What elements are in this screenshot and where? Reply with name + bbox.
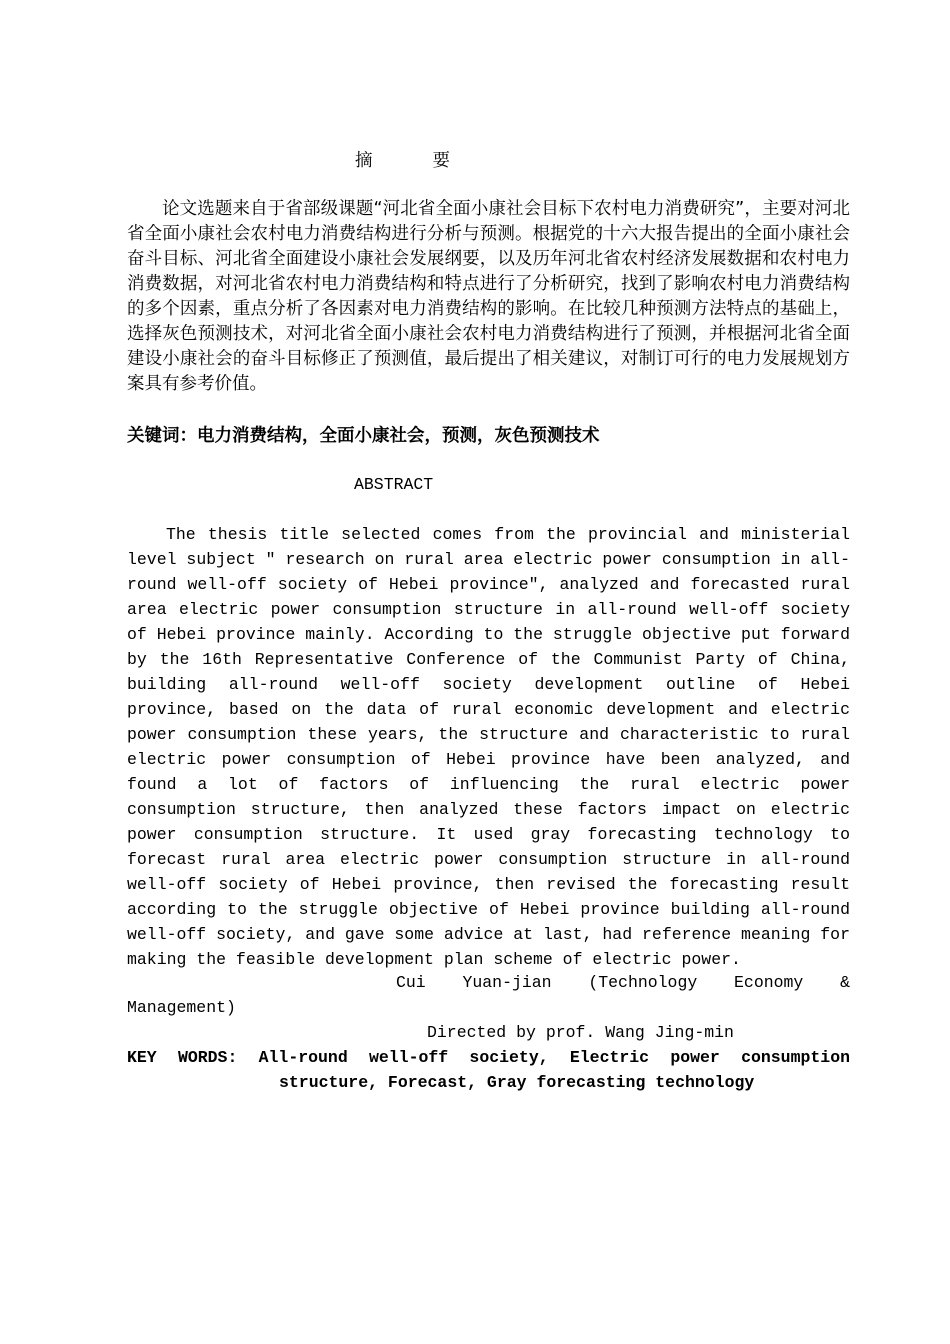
english-abstract-title: ABSTRACT — [354, 475, 434, 494]
english-keywords-line-1: All-round well-off society, Electric power consumption — [258, 1048, 850, 1067]
chinese-keywords-list: 电力消费结构，全面小康社会，预测，灰色预测技术 — [197, 426, 600, 446]
chinese-abstract-body: 论文选题来自于省部级课题“河北省全面小康社会目标下农村电力消费研究”，主要对河北省全面小康社会农村电力消费结构进行分析与预测。根据党的十六大报告提出的全面小康社会奋斗目标、河北省全面建设小康社会发展纲要，以及历年河北省农村经济发展数据和农村电力消费数据，对河北省农村电力消费结构和特点进行了分析研究，找到了影响农村电力消费结构的多个因素，重点分析了各因素对电力消费结构的影响。在比较几种预测方法特点的基础上，选择灰色预测技术，对河北省全面小康社会农村电力消费结构进行了预测，并根据河北省全面建设小康社会的奋斗目标修正了预测值，最后提出了相关建议，对制订可行的电力发展规划方案具有参考价值。 — [127, 199, 850, 394]
author-department-continued: Management) — [127, 998, 236, 1017]
author-department: (Technology Economy & — [588, 973, 850, 992]
chinese-abstract-title: 摘要 — [355, 151, 510, 171]
author-line — [127, 970, 850, 995]
chinese-keywords — [127, 424, 850, 449]
english-keywords — [127, 1045, 850, 1095]
english-keywords-row-1 — [127, 1045, 850, 1070]
chinese-keywords-label: 关键词： — [127, 426, 197, 446]
author-name: Cui Yuan-jian — [396, 973, 552, 992]
supervisor-line: Directed by prof. Wang Jing-min — [427, 1023, 734, 1042]
english-keywords-label: KEY WORDS: — [127, 1048, 238, 1067]
english-keywords-line-2: structure, Forecast, Gray forecasting technology — [279, 1073, 755, 1092]
english-abstract-body: The thesis title selected comes from the provincial and ministerial level subject " research on rural area electric power consumption in all-round well-off society of Hebei province", analyzed and forecasted rural area electric power consumption structure in all-round well-off society of Hebei province mainly. According to the struggle objective put forward by the 16th Representative Conference of the Communist Party of China, building all-round well-off society development outline of Hebei province, based on the data of rural economic development and electric power consumption these years, the structure and characteristic to rural electric power consumption of Hebei province have been analyzed, and found a lot of factors of influencing the rural electric power consumption structure, then analyzed these factors impact on electric power consumption structure. It used gray forecasting technology to forecast rural area electric power consumption structure in all-round well-off society of Hebei province, then revised the forecasting result according to the struggle objective of Hebei province building all-round well-off society, and gave some advice at last, had reference meaning for making the feasible development plan scheme of electric power. — [127, 525, 850, 969]
